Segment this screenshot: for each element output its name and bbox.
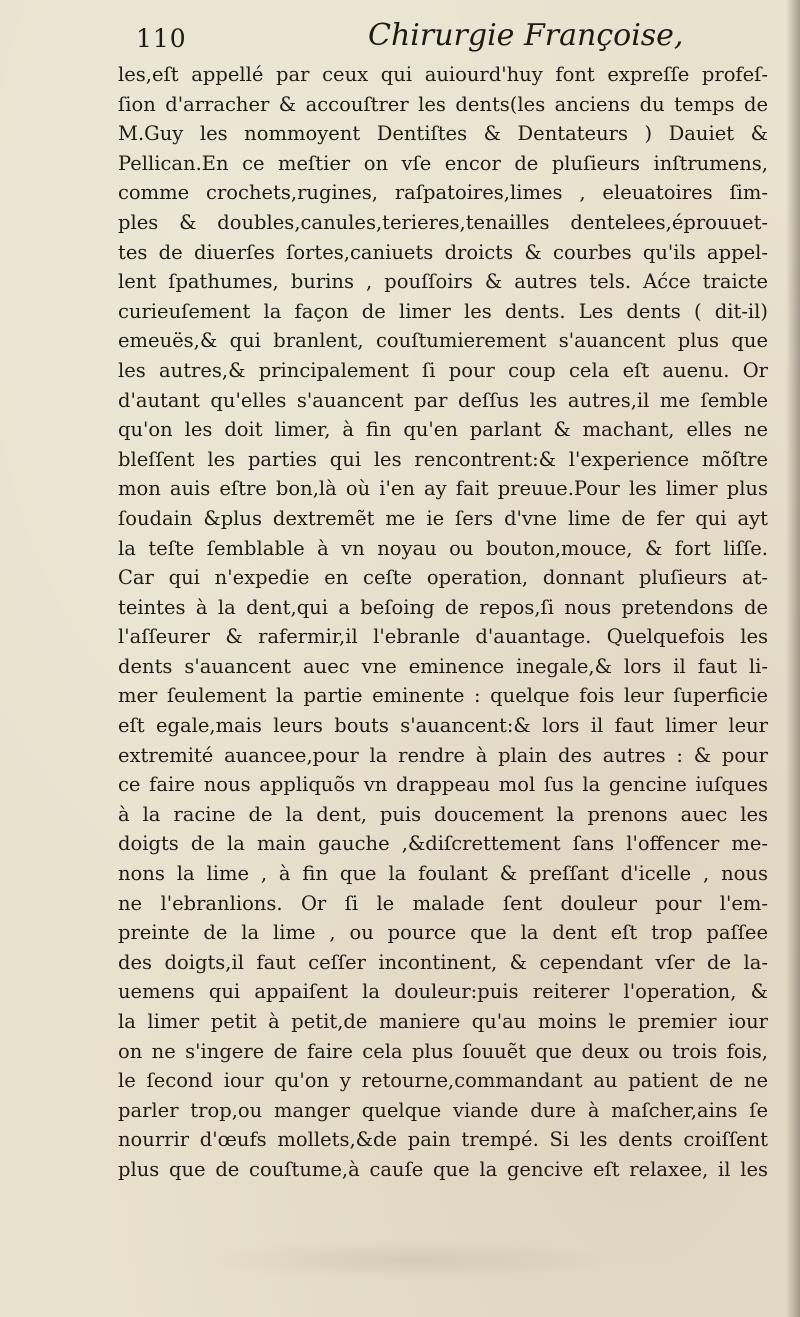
text-line: la limer petit à petit,de maniere qu'au moins le premier iour: [118, 1010, 768, 1033]
text-line: l'aſſeurer & rafermir,il l'ebranle d'auantage. Quelquefois les: [118, 625, 768, 649]
text-line: les,eſt appellé par ceux qui auiourd'huy font expreſſe profeſ-: [118, 63, 768, 86]
text-line: ples & doubles,canules,terieres,tenailles dentelees,éprouuet-: [118, 210, 768, 234]
text-line: qu'on les doit limer, à fin qu'en parlant & machant, elles ne: [118, 418, 768, 442]
text-line: curieuſement la façon de limer les dents. Les dents ( dit-il): [118, 299, 768, 323]
text-line: extremité auancee,pour la rendre à plain des autres : & pour: [118, 743, 768, 767]
page-gutter-shadow: [786, 0, 800, 1317]
text-line: M.Guy les nommoyent Dentiſtes & Dentateurs ) Dauiet &: [118, 122, 768, 146]
text-line: Car qui n'expedie en ceſte operation, donnant pluſieurs at-: [118, 566, 768, 590]
text-line: bleſſent les parties qui les rencontrent:& l'experience mõſtre: [118, 447, 768, 471]
text-line: comme crochets,rugines, raſpatoires,limes , eleuatoires ſim-: [118, 181, 768, 205]
text-line: des doigts,il faut ceſſer incontinent, & cependant vſer de la-: [118, 950, 768, 974]
text-line: ſoudain &plus dextremẽt me ie ſers d'vne lime de fer qui ayt: [118, 506, 768, 530]
text-line: dents s'auancent auec vne eminence inegale,& lors il faut li-: [118, 654, 768, 678]
text-line: on ne s'ingere de faire cela plus ſouuẽt que deux ou trois fois,: [118, 1039, 768, 1063]
text-line: parler trop,ou manger quelque viande dure à maſcher,ains ſe: [118, 1098, 768, 1122]
text-line: eſt egale,mais leurs bouts s'auancent:& lors il faut limer leur: [118, 714, 768, 738]
text-line: mon auis eſtre bon,là où i'en ay fait preuue.Pour les limer plus: [118, 477, 768, 501]
text-line: d'autant qu'elles s'auancent par deſſus les autres,il me ſemble: [118, 388, 768, 412]
text-line: le ſecond iour qu'on y retourne,commandant au patient de ne: [118, 1069, 768, 1093]
running-title: Chirurgie Françoise,: [368, 18, 684, 53]
text-line: nons la lime , à fin que la foulant & preſſant d'icelle , nous: [118, 862, 768, 886]
text-line: la teſte ſemblable à vn noyau ou bouton,mouce, & fort liſſe.: [118, 536, 768, 560]
text-line: uemens qui appaiſent la douleur:puis reiterer l'operation, &: [118, 980, 768, 1004]
text-line: preinte de la lime , ou pource que la dent eſt trop paſſee: [118, 921, 768, 945]
text-line: ne l'ebranlions. Or ſi le malade ſent douleur pour l'em-: [118, 891, 768, 915]
text-line: ce faire nous appliquõs vn drappeau mol ſus la gencine iuſques: [118, 773, 768, 797]
text-line: mer ſeulement la partie eminente : quelque fois leur ſuperficie: [118, 684, 768, 708]
text-line: emeuës,& qui branlent, couſtumierement s'auancent plus que: [118, 329, 768, 353]
text-line: nourrir d'œufs mollets,&de pain trempé. Si les dents croiſſent: [118, 1128, 768, 1152]
text-line: lent ſpathumes, burins , pouſſoirs & autres tels. Aćce traicte: [118, 270, 768, 294]
text-line: plus que de couſtume,à cauſe que la gencive eſt relaxee, il les: [118, 1157, 768, 1181]
text-line: doigts de la main gauche ,&diſcrettement ſans l'offencer me-: [118, 832, 768, 856]
body-text: [118, 60, 768, 1185]
text-line: teintes à la dent,qui a beſoing de repos,ſi nous pretendons de: [118, 595, 768, 619]
page-number: 110: [136, 24, 187, 53]
text-line: Pellican.En ce meſtier on vſe encor de pluſieurs inſtrumens,: [118, 151, 768, 175]
text-line: les autres,& principalement ſi pour coup cela eſt auenu. Or: [118, 358, 768, 382]
text-line: ſion d'arracher & accouſtrer les dents(les anciens du temps de: [118, 92, 768, 116]
text-line: tes de diuerſes ſortes,caniuets droicts & courbes qu'ils appel-: [118, 240, 768, 264]
ink-bleed-stain: [200, 1240, 620, 1280]
page-header: [136, 18, 776, 62]
text-line: à la racine de la dent, puis doucement la prenons auec les: [118, 802, 768, 826]
